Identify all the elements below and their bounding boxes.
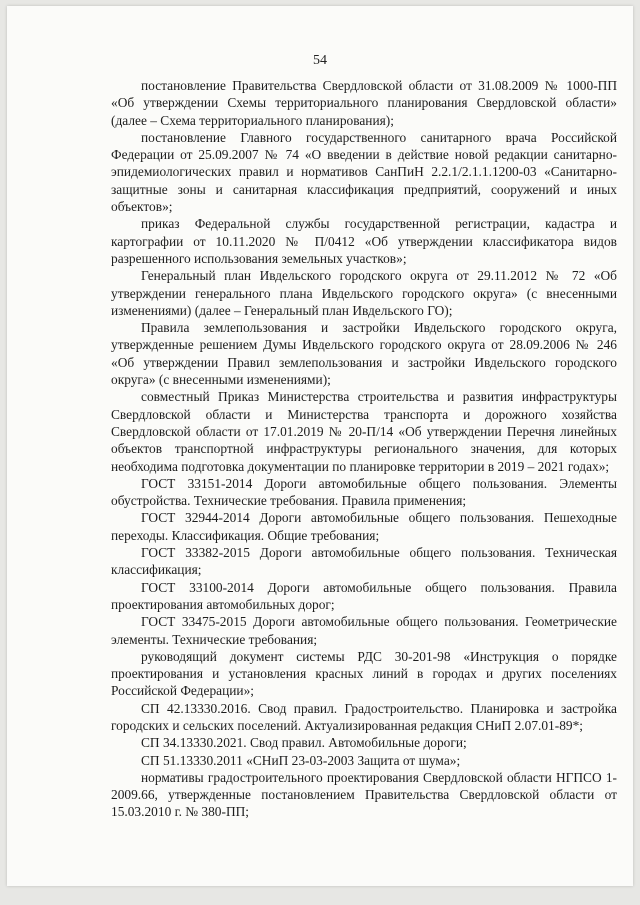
paragraph: ГОСТ 33475-2015 Дороги автомобильные общего пользования. Геометрические элементы. Технические требования; (111, 614, 617, 647)
paragraph: СП 34.13330.2021. Свод правил. Автомобильные дороги; (141, 735, 467, 751)
paragraph: ГОСТ 33151-2014 Дороги автомобильные общего пользования. Элементы обустройства. Технические требования. Правила применения; (111, 475, 617, 509)
paragraph: руководящий документ системы РДС 30-201-98 «Инструкция о порядке проектирования и установления красных линий в городах и других поселениях Российской Федерации»; (111, 648, 617, 699)
paragraph: ГОСТ 32944-2014 Дороги автомобильные общего пользования. Пешеходные переходы. Классификация. Общие требования; (111, 510, 617, 543)
document-body (111, 77, 617, 821)
paragraph: постановление Правительства Свердловской области от 31.08.2009 № 1000-ПП «Об утверждении Схемы территориального планирования Свердловской области» (далее – Схема территориального планирования); (111, 78, 617, 128)
paragraph: ГОСТ 33382-2015 Дороги автомобильные общего пользования. Техническая классификация; (111, 545, 617, 578)
paragraph: ГОСТ 33100-2014 Дороги автомобильные общего пользования. Правила проектирования автомобильных дорог; (111, 579, 617, 612)
paragraph: нормативы градостроительного проектирования Свердловской области НГПСО 1-2009.66, утвержденные постановлением Правительства Свердловской области от 15.03.2010 г. № 380-ПП; (111, 769, 617, 820)
paragraph: приказ Федеральной службы государственной регистрации, кадастра и картографии от 10.11.2020 № П/0412 «Об утверждении классификатора видов разрешенного использования земельных участков»; (111, 216, 617, 266)
paragraph: СП 42.13330.2016. Свод правил. Градостроительство. Планировка и застройка городских и сельских поселений. Актуализированная редакция СНиП 2.07.01-89*; (111, 700, 617, 733)
paragraph: постановление Главного государственного санитарного врача Российской Федерации от 25.09.2007 № 74 «О введении в действие новой редакции санитарно-эпидемиологических правил и нормативов СанПиН 2.2.1/2.1.1.1200-03 «Санитарно-защитные зоны и санитарная классификация предприятий, сооружений и иных объектов»; (111, 129, 617, 215)
document-page (7, 6, 633, 886)
paragraph: Генеральный план Ивдельского городского округа от 29.11.2012 № 72 «Об утверждении генерального плана Ивдельского городского округа» (с внесенными изменениями) (далее – Генеральный план Ивдельского ГО); (111, 268, 617, 318)
paragraph: совместный Приказ Министерства строительства и развития инфраструктуры Свердловской области и Министерства транспорта и дорожного хозяйства Свердловской области от 17.01.2019 № 20-П/14 «Об утверждении Перечня линейных объектов транспортной инфраструктуры регионального значения, для которых необходима подготовка документации по планировке территории в 2019 – 2021 годах»; (111, 389, 617, 474)
page-number: 54 (313, 53, 327, 68)
paragraph: Правила землепользования и застройки Ивдельского городского округа, утвержденные решением Думы Ивдельского городского округа от 28.09.2006 № 246 «Об утверждении Правил землепользования и застройки Ивдельского городского округа» (с внесенными изменениями); (111, 320, 617, 388)
paragraph: СП 51.13330.2011 «СНиП 23-03-2003 Защита от шума»; (141, 752, 461, 768)
